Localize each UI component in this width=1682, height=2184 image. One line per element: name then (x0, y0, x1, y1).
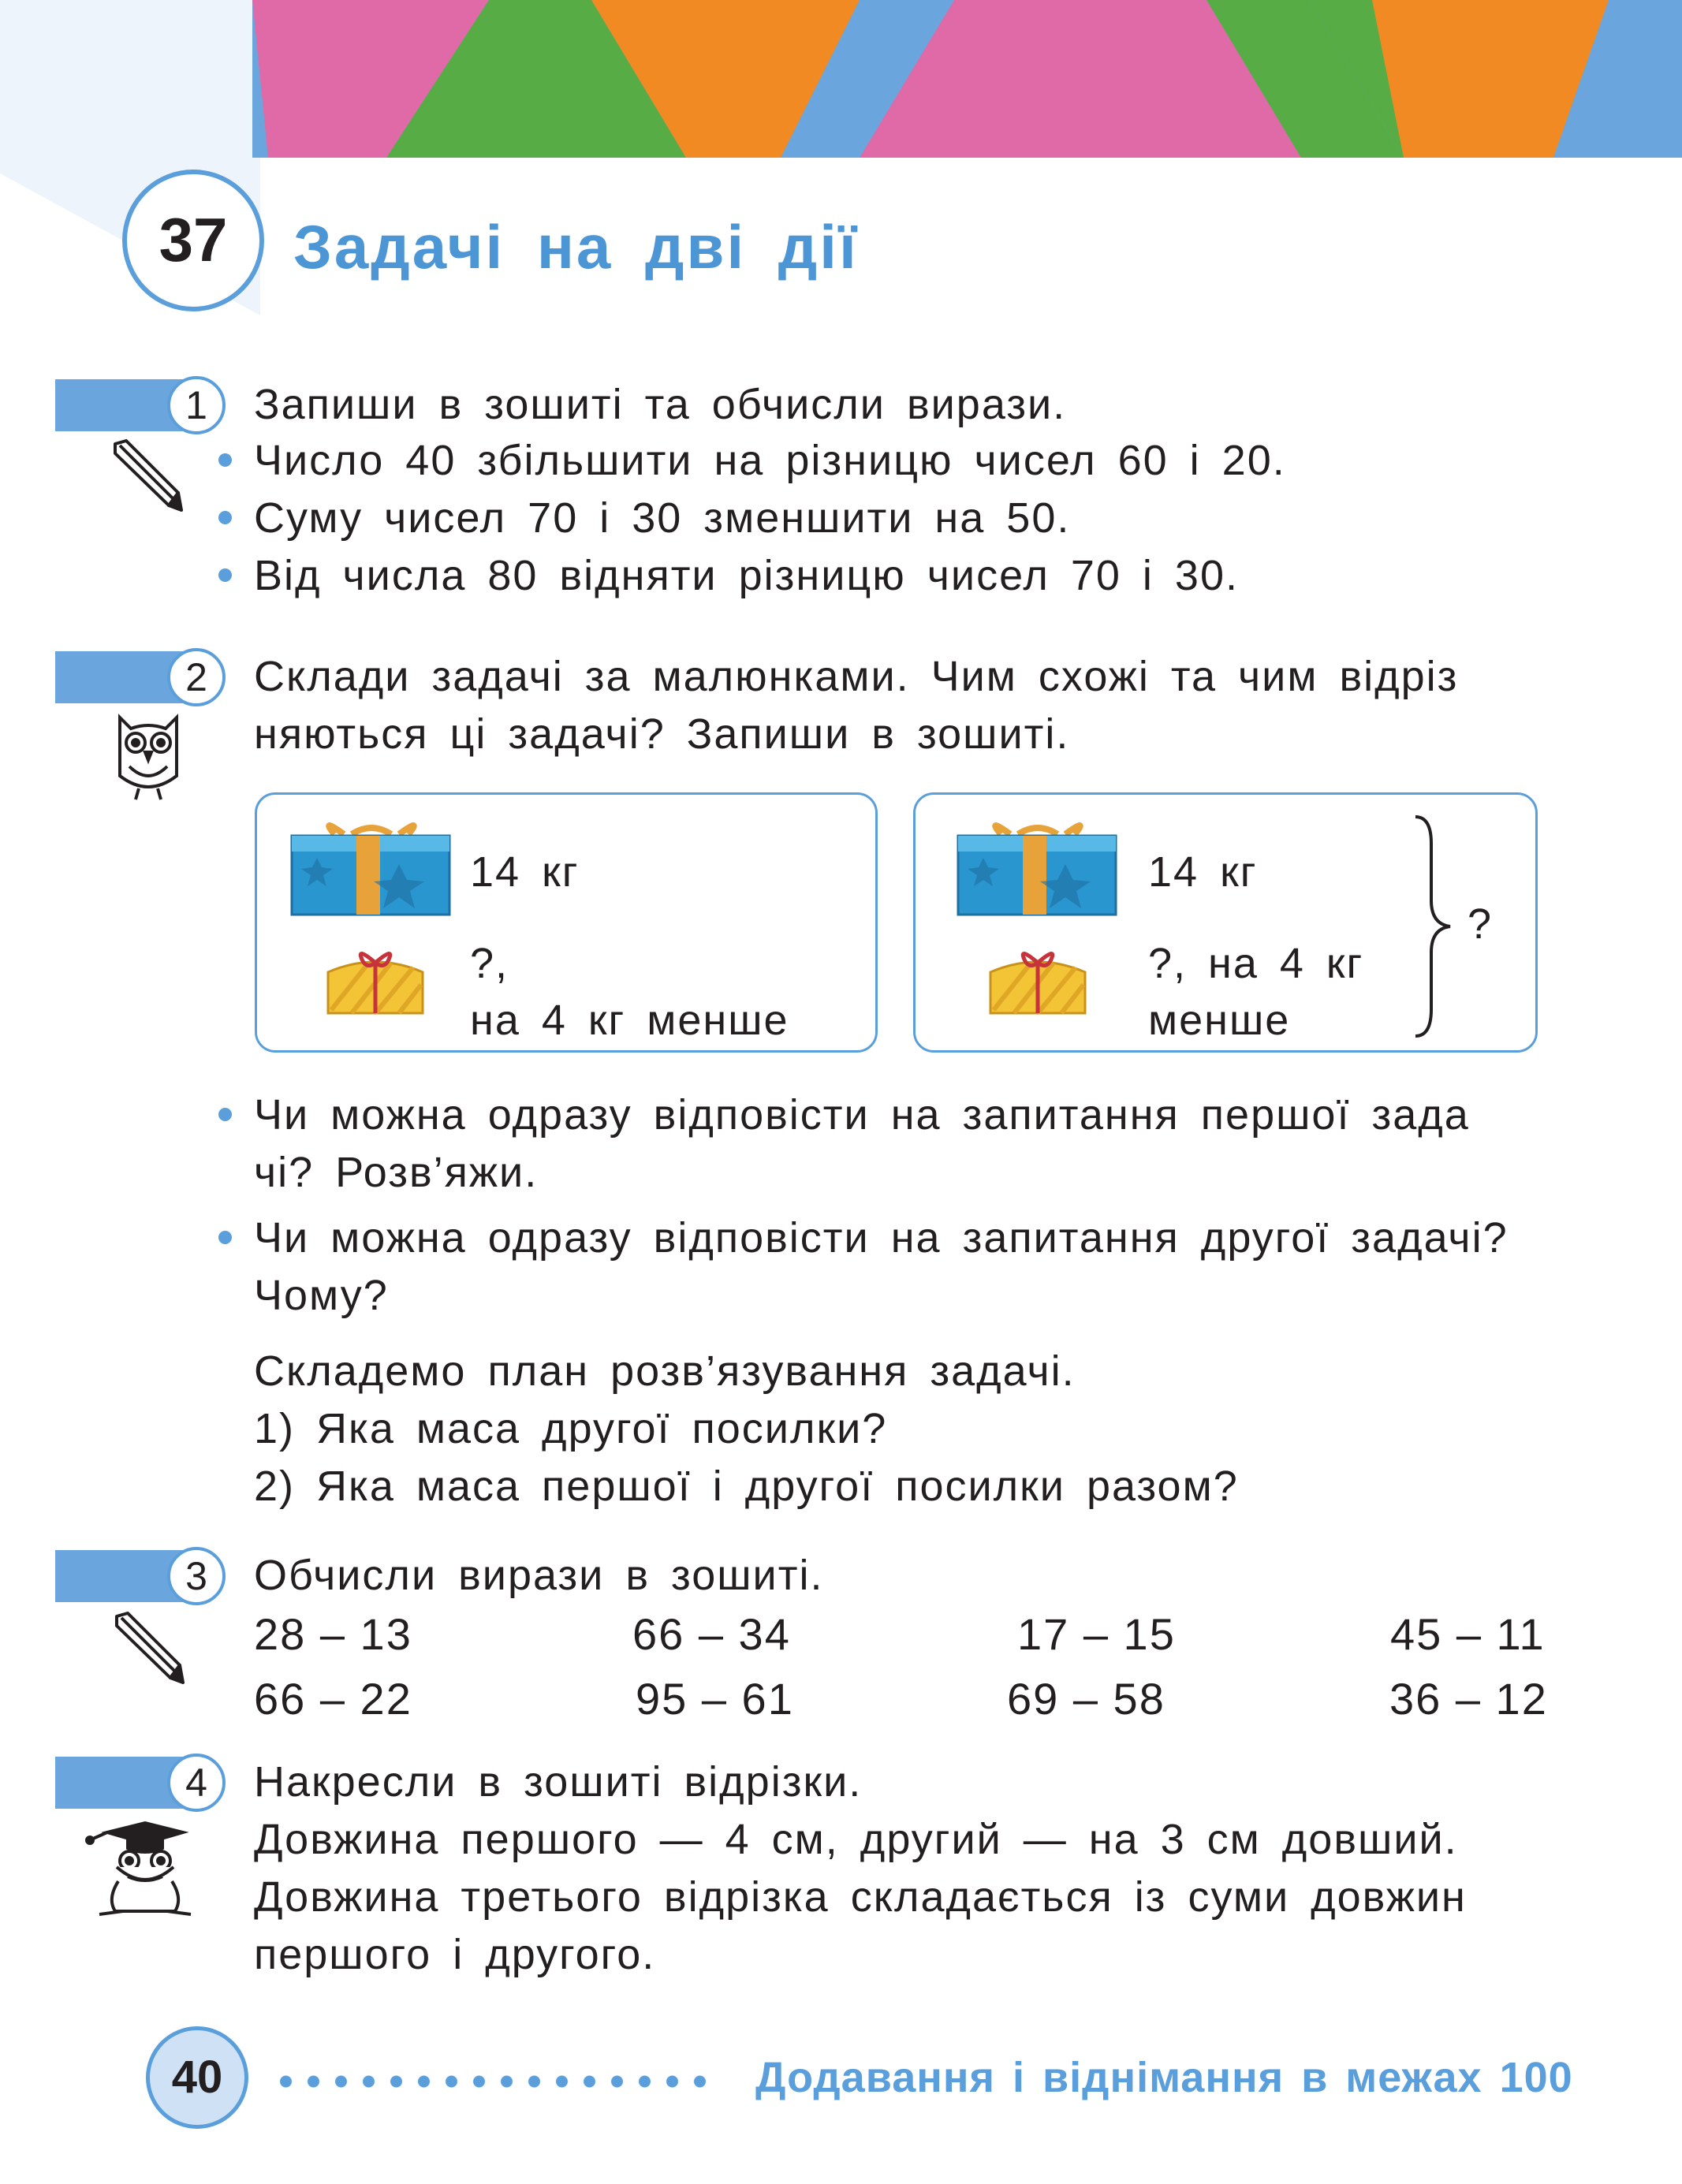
card-2-unknown: ?, на 4 кг (1148, 940, 1364, 987)
plan-title: Складемо план розв’язування задачі. (254, 1347, 1076, 1395)
bullet (218, 511, 232, 524)
plan-step-1: 1) Яка маса другої посилки? (254, 1405, 888, 1452)
task-1-item-3: Від числа 80 відняти різницю чисел 70 і 30. (254, 552, 1239, 599)
frog-graduate-icon (76, 1820, 194, 1921)
expression: 95 – 61 (636, 1674, 794, 1724)
pencil-icon (109, 438, 185, 513)
bullet (218, 453, 232, 467)
yellow-parcel-icon (320, 941, 431, 1019)
task-1-item-1: Число 40 збільшити на різницю чисел 60 і 20. (254, 437, 1286, 484)
curly-brace (1411, 812, 1458, 1041)
task-1-number: 1 (167, 376, 226, 434)
lesson-number: 37 (159, 205, 228, 274)
plan-step-2: 2) Яка маса першої і другої посилки разом? (254, 1463, 1239, 1510)
page-number-badge (146, 2026, 248, 2129)
task-2-text-line-2: няються ці задачі? Запиши в зошиті. (254, 710, 1070, 758)
card-1-weight: 14 кг (470, 848, 580, 896)
task-4-line-4: першого і другого. (254, 1931, 656, 1978)
lesson-number-badge (122, 170, 264, 311)
question-2-line-2: Чому? (254, 1272, 389, 1319)
card-2-relation: менше (1148, 997, 1291, 1044)
task-3-number: 3 (167, 1547, 226, 1605)
page-number: 40 (171, 2052, 223, 2103)
task-2-number: 2 (167, 648, 226, 706)
task-4-line-1: Накресли в зошиті відрізки. (254, 1758, 863, 1806)
card-2-total-question: ? (1468, 900, 1494, 948)
bullet (218, 568, 232, 582)
pencil-icon (110, 1610, 186, 1686)
question-1-line-2: чі? Розв’яжи. (254, 1149, 539, 1196)
expression: 45 – 11 (1390, 1609, 1546, 1659)
bullet (218, 1108, 232, 1121)
problem-card-1 (255, 792, 878, 1053)
card-1-relation: на 4 кг менше (470, 997, 789, 1044)
problem-card-2 (913, 792, 1538, 1053)
footer-section-title: Додавання і віднімання в межах 100 (755, 2054, 1573, 2101)
yellow-parcel-icon (983, 941, 1093, 1019)
expression: 66 – 22 (254, 1674, 412, 1724)
task-1-item-2: Суму чисел 70 і 30 зменшити на 50. (254, 494, 1071, 542)
owl-icon (112, 710, 185, 803)
question-1-line-1: Чи можна одразу відповісти на запитання першої зада (254, 1091, 1470, 1139)
blue-gift-box-icon (955, 817, 1121, 918)
task-4-number: 4 (167, 1754, 226, 1812)
card-2-weight: 14 кг (1148, 848, 1258, 896)
expression: 69 – 58 (1007, 1674, 1165, 1724)
question-2-line-1: Чи можна одразу відповісти на запитання другої задачі? (254, 1214, 1509, 1262)
expression: 28 – 13 (254, 1609, 412, 1659)
task-3-instruction: Обчисли вирази в зошиті. (254, 1552, 824, 1599)
expression: 66 – 34 (632, 1609, 791, 1659)
lesson-title: Задачі на дві дії (293, 212, 859, 281)
bullet (218, 1231, 232, 1244)
task-2-text-line-1: Склади задачі за малюнками. Чим схожі та чим відріз (254, 653, 1459, 700)
card-1-unknown: ?, (470, 940, 509, 987)
expression: 36 – 12 (1389, 1674, 1548, 1724)
task-4-line-3: Довжина третього відрізка складається із суми довжин (254, 1873, 1467, 1921)
task-1-instruction: Запиши в зошиті та обчисли вирази. (254, 381, 1067, 428)
task-4-line-2: Довжина першого — 4 см, другий — на 3 см довший. (254, 1816, 1458, 1863)
expression: 17 – 15 (1017, 1609, 1176, 1659)
blue-gift-box-icon (289, 817, 454, 918)
footer-dotted-leader (272, 2074, 714, 2089)
